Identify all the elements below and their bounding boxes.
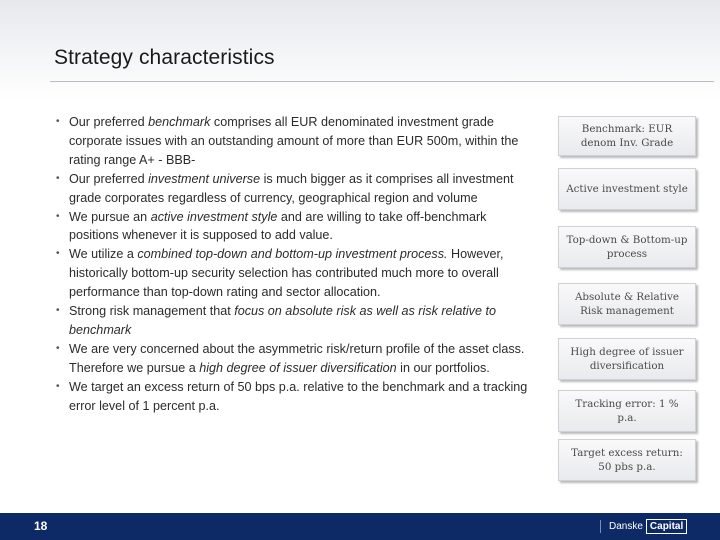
- logo-text: Danske: [609, 521, 643, 532]
- logo-box-text: Capital: [646, 519, 687, 534]
- tag-process: Top-down & Bottom-up process: [558, 226, 696, 268]
- tag-tracking-error: Tracking error: 1 % p.a.: [558, 390, 696, 432]
- bullet-text: is much bigger as it comprises all investment grade corporates regardless of currency, geographical region and volume: [69, 171, 514, 205]
- bullet-emphasis: focus on absolute risk as well as risk relative to benchmark: [69, 304, 496, 337]
- bullet-text: We utilize a: [69, 247, 138, 262]
- logo-divider: [600, 520, 601, 533]
- tag-benchmark: Benchmark: EUR denom Inv. Grade: [558, 116, 696, 156]
- tag-issuer-diversification: High degree of issuer diversification: [558, 338, 696, 380]
- bullet-text: Our preferred: [69, 115, 149, 129]
- tag-target-excess-return: Target excess return: 50 pbs p.a.: [558, 439, 696, 481]
- bullet-list: [56, 113, 538, 416]
- bullet-text: comprises all EUR denominated investment grade corporate issues with an outstanding amount of more than EUR 500m, within the rating range A+ - BBB-: [69, 115, 519, 167]
- bullet-item: [56, 170, 538, 208]
- bullet-text: Strong risk management that: [69, 304, 235, 319]
- company-logo: [600, 519, 687, 534]
- bullet-text: and are willing to take off-benchmark positions whenever it is supposed to add value.: [69, 209, 487, 243]
- bullet-text: We pursue an: [69, 209, 151, 224]
- bullet-item: [56, 113, 538, 170]
- bullet-text: However, historically bottom-up security selection has contributed much more to overall performance than top-down rating and sector allocation.: [69, 247, 504, 300]
- title-divider: [50, 81, 714, 82]
- page-title: Strategy characteristics: [54, 46, 275, 69]
- bullet-item: [56, 378, 538, 416]
- bullet-text: We are very concerned about the asymmetric risk/return profile of the asset class. Therefore we pursue a: [69, 341, 525, 375]
- bullet-emphasis: combined top-down and bottom-up investment process.: [137, 247, 448, 262]
- bullet-item: [56, 340, 538, 378]
- bullet-emphasis: high degree of issuer diversification: [199, 360, 397, 375]
- tag-investment-style: Active investment style: [558, 168, 696, 210]
- bullet-text: We target an excess return of 50 bps p.a. relative to the benchmark and a tracking error level of 1 percent p.a.: [69, 379, 528, 413]
- bullet-emphasis: active investment style: [150, 209, 278, 224]
- bullet-item: [56, 208, 538, 246]
- footer-bar: [0, 513, 720, 540]
- bullet-item: [56, 302, 538, 340]
- bullet-text: in our portfolios.: [396, 360, 490, 375]
- page-number: 18: [34, 519, 48, 533]
- tag-risk-management: Absolute & Relative Risk management: [558, 283, 696, 325]
- bullet-emphasis: benchmark: [148, 115, 211, 129]
- bullet-emphasis: investment universe: [148, 171, 261, 186]
- bullet-item: [56, 245, 538, 302]
- bullet-text: Our preferred: [69, 171, 149, 186]
